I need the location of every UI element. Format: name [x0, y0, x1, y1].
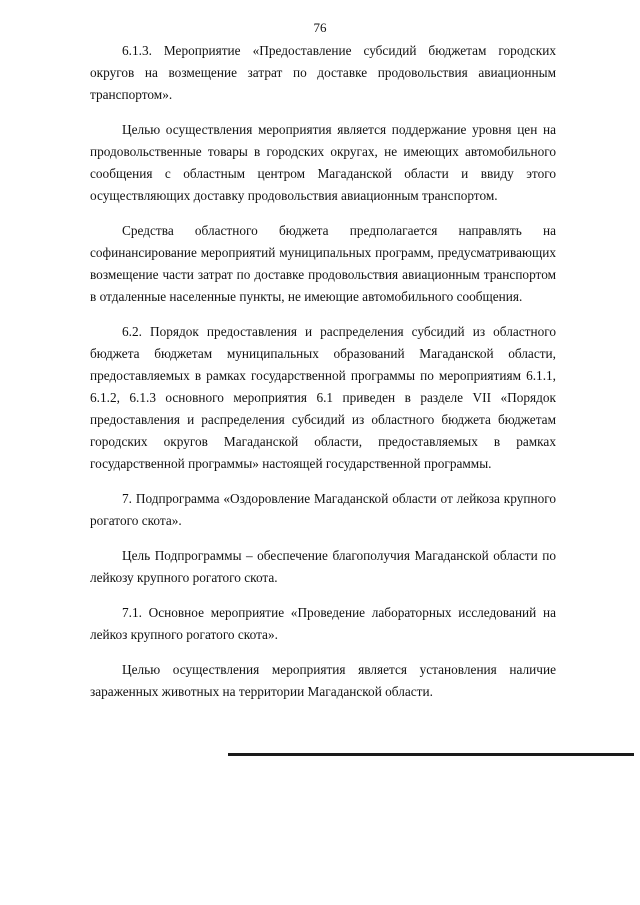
paragraph-goal-price-support: Целью осуществления мероприятия является поддержание уровня цен на продовольственные товары в городских округах, не имеющих автомобильного сообщения с областным центром Магаданской области и ввиду этого осуществляющих доставку продовольствия авиационным транспортом. [90, 122, 556, 203]
paragraph-subprogram-goal: Цель Подпрограммы – обеспечение благополучия Магаданской области по лейкозу крупного рогатого скота. [90, 548, 556, 585]
page-number: 76 [313, 20, 327, 35]
paragraph-7-subprogram: 7. Подпрограмма «Оздоровление Магаданской области от лейкоза крупного рогатого скота». [90, 491, 556, 528]
paragraph-6-1-3-title: 6.1.3. Мероприятие «Предоставление субсидий бюджетам городских округов на возмещение затрат по доставке продовольствия авиационным транспортом». [90, 43, 556, 102]
document-body [90, 40, 556, 716]
paragraph-6-2-procedure: 6.2. Порядок предоставления и распределения субсидий из областного бюджета бюджетам муниципальных образований Магаданской области, предоставляемых в рамках государственной программы по мероприятиям 6.1.1, 6.1.2, 6.1.3 основного мероприятия 6.1 приведен в разделе VII «Порядок предоставления и распределения субсидий из областного бюджета бюджетам городских округов Магаданской области, предоставляемых в рамках государственной программы» настоящей государственной программы. [90, 324, 556, 471]
footer-divider [228, 753, 634, 756]
paragraph-budget-funds: Средства областного бюджета предполагается направлять на софинансирование мероприятий муниципальных программ, предусматривающих возмещение части затрат по доставке продовольствия авиационным транспортом в отдаленные населенные пункты, не имеющие автомобильного сообщения. [90, 223, 556, 304]
paragraph-activity-goal: Целью осуществления мероприятия является установления наличие зараженных животных на территории Магаданской области. [90, 662, 556, 699]
paragraph-7-1-main-activity: 7.1. Основное мероприятие «Проведение лабораторных исследований на лейкоз крупного рогатого скота». [90, 605, 556, 642]
